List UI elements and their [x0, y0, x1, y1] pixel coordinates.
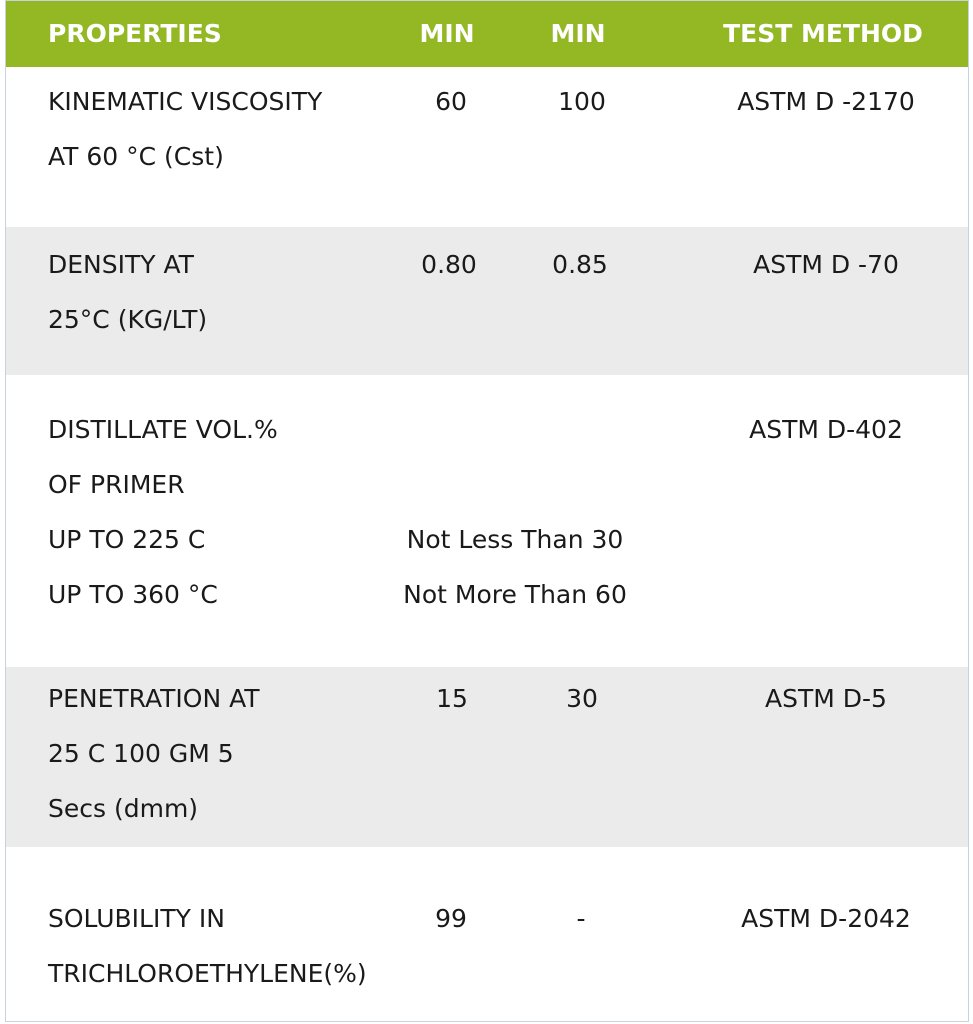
property-line: TRICHLOROETHYLENE(%) — [48, 959, 367, 988]
property-line: DENSITY AT — [48, 250, 194, 279]
property-line: 25 C 100 GM 5 — [48, 739, 234, 768]
property-line: OF PRIMER — [48, 470, 185, 499]
distillate-value: Not Less Than 30 — [406, 525, 624, 554]
property-name — [48, 249, 207, 359]
min-value-2: - — [576, 904, 586, 933]
distillate-value: Not More Than 60 — [403, 580, 627, 609]
property-name — [48, 414, 278, 634]
min-value-1: 0.80 — [421, 250, 477, 279]
table-row — [6, 667, 968, 847]
header-min-2: MIN — [550, 19, 606, 48]
property-line: AT 60 °C (Cst) — [48, 142, 224, 171]
test-method: ASTM D -2170 — [737, 87, 915, 116]
table-header — [6, 1, 968, 67]
property-line: PENETRATION AT — [48, 684, 260, 713]
property-name — [48, 903, 367, 1013]
property-line: KINEMATIC VISCOSITY — [48, 87, 323, 116]
table-row — [6, 375, 968, 667]
property-line: UP TO 360 °C — [48, 580, 218, 609]
property-line: SOLUBILITY IN — [48, 904, 225, 933]
specifications-table — [5, 0, 969, 1022]
min-value-2: 0.85 — [552, 250, 608, 279]
test-method: ASTM D-5 — [765, 684, 887, 713]
distillate-values — [403, 524, 627, 634]
header-properties: PROPERTIES — [48, 19, 222, 48]
table-row — [6, 67, 968, 227]
property-line: UP TO 225 C — [48, 525, 206, 554]
property-line: Secs (dmm) — [48, 794, 199, 823]
min-value-2: 100 — [558, 87, 606, 116]
table-row — [6, 847, 968, 1021]
property-name — [48, 683, 260, 848]
test-method: ASTM D -70 — [753, 250, 899, 279]
property-line: 25°C (KG/LT) — [48, 305, 208, 334]
test-method: ASTM D-402 — [749, 415, 903, 444]
header-min-1: MIN — [419, 19, 475, 48]
min-value-2: 30 — [566, 684, 598, 713]
table-row — [6, 227, 968, 375]
min-value-1: 99 — [435, 904, 467, 933]
min-value-1: 60 — [435, 87, 467, 116]
min-value-1: 15 — [436, 684, 468, 713]
header-test-method: TEST METHOD — [723, 19, 923, 48]
test-method: ASTM D-2042 — [741, 904, 911, 933]
property-line: DISTILLATE VOL.% — [48, 415, 278, 444]
property-name — [48, 86, 322, 196]
